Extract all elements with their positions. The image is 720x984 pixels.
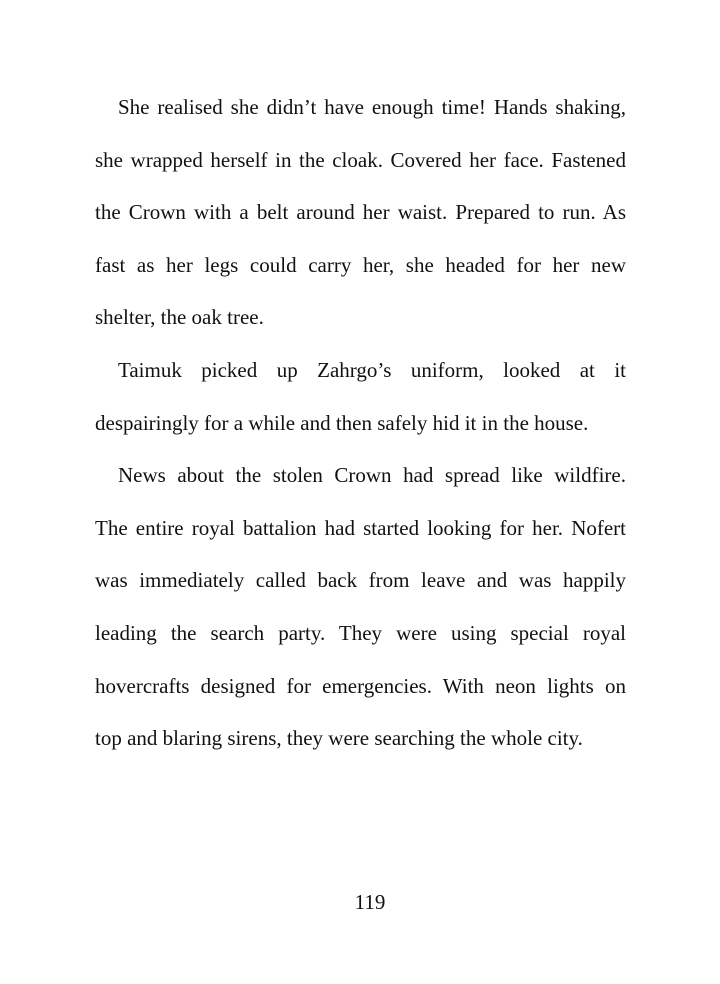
page-number: 119 xyxy=(354,890,386,914)
text-line: she wrapped herself in the cloak. Covered her face. Fastened xyxy=(95,147,626,172)
text-line: News about the stolen Crown had spread like wildfire. xyxy=(118,463,626,488)
text-line: shelter, the oak tree. xyxy=(95,305,264,330)
text-line: top and blaring sirens, they were searching the whole city. xyxy=(95,726,583,751)
text-line: was immediately called back from leave and was happily xyxy=(95,568,626,593)
text-line: She realised she didn’t have enough time! Hands shaking, xyxy=(118,95,626,119)
text-line: Taimuk picked up Zahrgo’s uniform, looked at it xyxy=(118,357,626,382)
text-line: hovercrafts designed for emergencies. With neon lights on xyxy=(95,673,626,698)
paragraph xyxy=(95,454,626,770)
text-line: the Crown with a belt around her waist. Prepared to run. As xyxy=(95,200,626,225)
text-line: The entire royal battalion had started looking for her. Nofert xyxy=(95,515,626,540)
text-line: fast as her legs could carry her, she headed for her new xyxy=(95,252,626,277)
paragraph xyxy=(95,349,626,454)
paragraph xyxy=(95,86,626,349)
page-body xyxy=(95,86,626,770)
text-line: despairingly for a while and then safely hid it in the house. xyxy=(95,410,589,435)
text-line: leading the search party. They were using special royal xyxy=(95,620,626,645)
